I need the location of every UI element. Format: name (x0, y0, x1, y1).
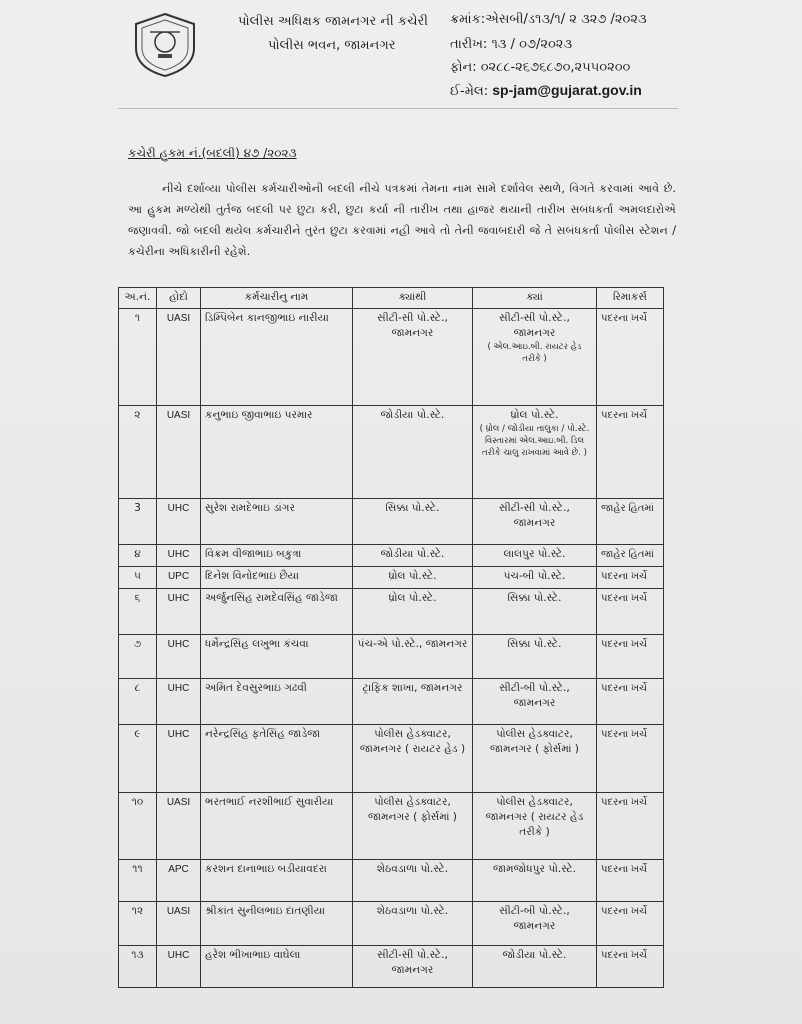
cell-remark: પદરના ખર્ચે (597, 406, 664, 499)
cell-no: ૫ (119, 567, 157, 589)
cell-from: સીટી-સી પો.સ્ટે., જામનગર (353, 309, 473, 406)
cell-no: ૧૩ (119, 946, 157, 988)
cell-post: UASI (157, 309, 201, 406)
cell-name: ડિમ્પિબેન કાનજીભાઇ નારીયા (201, 309, 353, 406)
cell-no: ૪ (119, 545, 157, 567)
cell-name: સુરેશ રામદેભાઇ ડાંગર (201, 499, 353, 545)
cell-to: જોડીયા પો.સ્ટે. (473, 946, 597, 988)
table-header-row (119, 288, 664, 309)
cell-post: UHC (157, 679, 201, 725)
table-row (119, 679, 664, 725)
cell-name: અર્જુનસિંહ રામદેવસિંહ જાડેજા (201, 589, 353, 635)
email-address: sp-jam@gujarat.gov.in (492, 82, 642, 98)
cell-from: ટ્રાફિક શાખા, જામનગર (353, 679, 473, 725)
cell-from: સિક્કા પો.સ્ટે. (353, 499, 473, 545)
col-header-name: કર્મચારીનુ નામ (201, 288, 353, 309)
letter-date: તારીખ: ૧૩ / ૦૭/૨૦૨૩ (450, 37, 573, 52)
reference-number: ક્રમાંક:એસબી/ડ૧૩/૧/ ૨ ૩૨૭ /૨૦૨૩ (450, 12, 647, 27)
cell-to: પંચ-બી પો.સ્ટે. (473, 567, 597, 589)
cell-to: સિક્કા પો.સ્ટે. (473, 589, 597, 635)
table-row (119, 860, 664, 902)
cell-to: લાલપુર પો.સ્ટે. (473, 545, 597, 567)
cell-name: દિનેશ વિનોદભાઇ છૈયા (201, 567, 353, 589)
col-header-from: ક્યાંથી (353, 288, 473, 309)
cell-name: કનુભાઇ જીવાભાઇ પરમાર (201, 406, 353, 499)
cell-no: 3 (119, 499, 157, 545)
order-paragraph: નીચે દર્શાવ્યા પોલીસ કર્મચારીઓની બદલી નીચે પત્રકમાં તેમના નામ સામે દર્શાવેલ સ્થળે, વિગતે કરવામાં આવે છે. આ હુકમ મળ્યેથી તુર્તજ બદલી પર છુટા કરી, છુટા કર્યા ની તારીખ તથા હાજર થયાની તારીખ સબંધકર્તા અમલદારોએ જણાવવી. જો બદલી થયેલ કર્મચારીને તુરંત છુટા કરવામાં નહી આવે તો તેની જવાબદારી જે તે સબંધકર્તા પોલીસ સ્ટેશન / કચેરીના અધિકારીની રહેશે. (128, 182, 676, 258)
cell-post: UHC (157, 545, 201, 567)
cell-name: ભરતભાઈ નરશીભાઈ સુવારીયા (201, 793, 353, 860)
cell-remark: પદરના ખર્ચે (597, 725, 664, 793)
table-row (119, 545, 664, 567)
cell-from: જોડીયા પો.સ્ટે. (353, 406, 473, 499)
table-row (119, 589, 664, 635)
table-row (119, 902, 664, 946)
cell-remark: પદરના ખર્ચે (597, 567, 664, 589)
phone-number: ફોન: ૦૨૮૮-૨૬૭૬૮૭૦,૨૫૫૦૨૦૦ (450, 60, 631, 75)
cell-remark: પદરના ખર્ચે (597, 946, 664, 988)
email-label: ઈ-મેલ: (450, 84, 489, 99)
cell-remark: પદરના ખર્ચે (597, 860, 664, 902)
cell-no: ૭ (119, 635, 157, 679)
cell-post: UASI (157, 793, 201, 860)
cell-to: સીટી-સી પો.સ્ટે., જામનગર (473, 499, 597, 545)
cell-to: પોલીસ હેડક્વાટર, જામનગર ( ફોર્સમાં ) (473, 725, 597, 793)
cell-to: સિક્કા પો.સ્ટે. (473, 635, 597, 679)
cell-to-text: ધ્રોલ પો.સ્ટે. (510, 409, 559, 421)
cell-remark: પદરના ખર્ચે (597, 902, 664, 946)
col-header-remarks: રિમાકર્સ (597, 288, 664, 309)
cell-from: પોલીસ હેડક્વાટર, જામનગર ( ફોર્સમાં ) (353, 793, 473, 860)
cell-no: ૧૧ (119, 860, 157, 902)
cell-to: જામજોધપુર પો.સ્ટે. (473, 860, 597, 902)
cell-to (473, 309, 597, 406)
office-title: પોલીસ અધિક્ષક જામનગર ની કચેરી (238, 14, 428, 29)
cell-post: APC (157, 860, 201, 902)
cell-name: વિક્રમ વીજાભાઇ બકુત્રા (201, 545, 353, 567)
cell-no: ૧૦ (119, 793, 157, 860)
police-emblem-icon (130, 12, 200, 78)
cell-name: હરેશ ભીખાભાઇ વાઘેલા (201, 946, 353, 988)
cell-post: UHC (157, 946, 201, 988)
cell-to: પોલીસ હેડક્વાટર, જામનગર ( રાયટર હેડ તરીકે ) (473, 793, 597, 860)
cell-to-text: સીટી-સી પો.સ્ટે., જામનગર (499, 312, 570, 339)
table-row (119, 309, 664, 406)
cell-no: ૧૨ (119, 902, 157, 946)
office-address: પોલીસ ભવન, જામનગર (268, 38, 396, 53)
cell-from: ધ્રોલ પો.સ્ટે. (353, 589, 473, 635)
table-row (119, 406, 664, 499)
cell-no: ૮ (119, 679, 157, 725)
cell-remark: જાહેર હિતમાં (597, 545, 664, 567)
cell-remark: પદરના ખર્ચે (597, 309, 664, 406)
cell-remark: પદરના ખર્ચે (597, 589, 664, 635)
cell-post: UHC (157, 635, 201, 679)
cell-post: UASI (157, 406, 201, 499)
email-line (450, 82, 642, 99)
cell-remark: પદરના ખર્ચે (597, 635, 664, 679)
cell-remark: જાહેર હિતમાં (597, 499, 664, 545)
cell-remark: પદરના ખર્ચે (597, 793, 664, 860)
table-row (119, 499, 664, 545)
cell-post: UHC (157, 499, 201, 545)
cell-from: જોડીયા પો.સ્ટે. (353, 545, 473, 567)
cell-to-note: ( એલ.આઇ.બી. રાયટર હેડ તરીકે ) (487, 342, 582, 364)
cell-post: UASI (157, 902, 201, 946)
table-row (119, 567, 664, 589)
cell-to-note: ( ધ્રોલ / જોડીયા તાલુકા / પો.સ્ટે. વિસ્તારમાં એલ.આઇ.બી. ડિલ તરીકે ચાલુ રાખવામાં આવે છે. ) (479, 424, 590, 458)
order-number: કચેરી હુકમ નં.(બદલી) ૪૭ /૨૦૨૩ (128, 146, 297, 160)
cell-name: નરેન્દ્રસિંહ ફતેસિંહ જાડેજા (201, 725, 353, 793)
cell-from: શેઠવડાળા પો.સ્ટે. (353, 860, 473, 902)
table-row (119, 635, 664, 679)
table-row (119, 725, 664, 793)
cell-no: ૯ (119, 725, 157, 793)
cell-name: અમિત દેવસુરભાઇ ગઢવી (201, 679, 353, 725)
col-header-post: હોદો (157, 288, 201, 309)
col-header-to: ક્યાં (473, 288, 597, 309)
cell-from: ધ્રોલ પો.સ્ટે. (353, 567, 473, 589)
cell-from: શેઠવડાળા પો.સ્ટે. (353, 902, 473, 946)
cell-to: સીટી-બી પો.સ્ટે., જામનગર (473, 679, 597, 725)
cell-to (473, 406, 597, 499)
cell-no: ૨ (119, 406, 157, 499)
cell-from: પોલીસ હેડક્વાટર, જામનગર ( રાયટર હેડ ) (353, 725, 473, 793)
transfer-table (118, 287, 664, 988)
cell-name: કરશન દાનાભાઇ બડીયાવદરા (201, 860, 353, 902)
table-row (119, 793, 664, 860)
cell-name: શ્રીકાંત સુનીલભાઇ દાતણીયા (201, 902, 353, 946)
cell-from: પંચ-એ પો.સ્ટે., જામનગર (353, 635, 473, 679)
cell-from: સીટી-સી પો.સ્ટે., જામનગર (353, 946, 473, 988)
cell-name: ધર્મેન્દ્રસિંહ લખુભા કંચવા (201, 635, 353, 679)
header-divider (118, 108, 678, 109)
cell-no: ૧ (119, 309, 157, 406)
cell-remark: પદરના ખર્ચે (597, 679, 664, 725)
cell-post: UHC (157, 725, 201, 793)
col-header-no: અ.નં. (119, 288, 157, 309)
cell-post: UPC (157, 567, 201, 589)
cell-to: સીટી-બી પો.સ્ટે., જામનગર (473, 902, 597, 946)
cell-post: UHC (157, 589, 201, 635)
table-row (119, 946, 664, 988)
cell-no: ૬ (119, 589, 157, 635)
